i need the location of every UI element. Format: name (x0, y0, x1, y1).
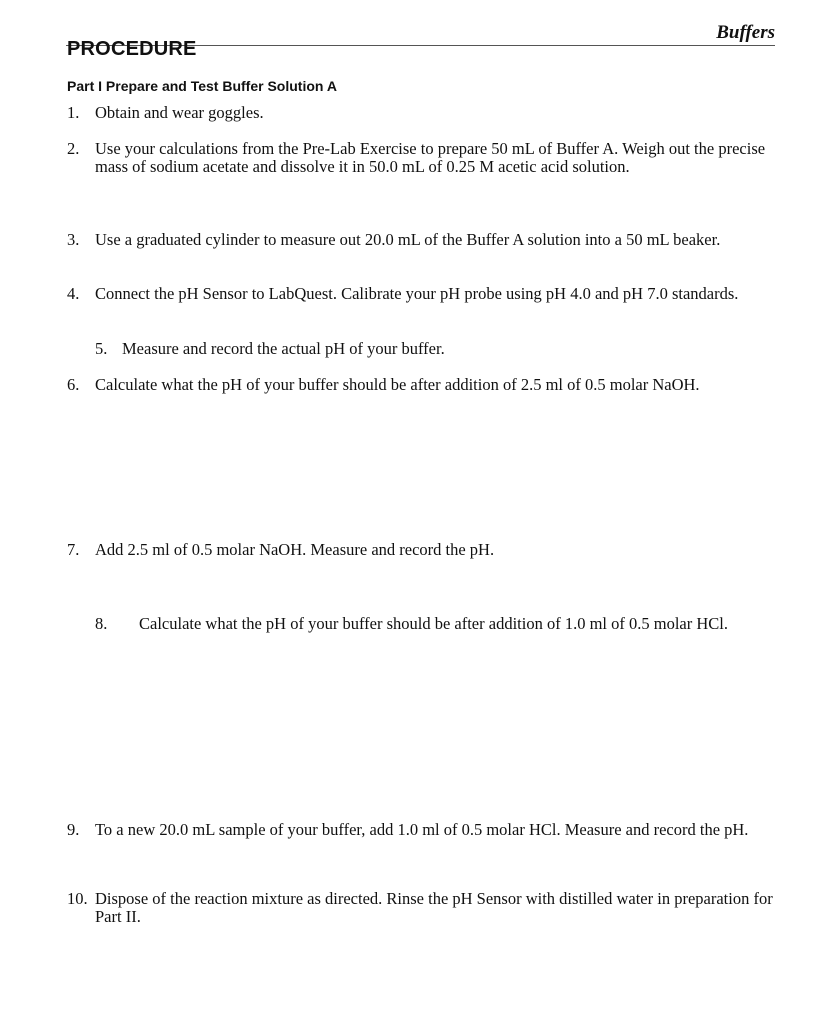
part-heading: Part I Prepare and Test Buffer Solution A (67, 78, 337, 94)
step-10 (67, 890, 777, 926)
page-header-title: Buffers (716, 22, 775, 43)
step-number: 3. (67, 230, 80, 249)
step-number: 5. (95, 339, 108, 358)
step-text: Use your calculations from the Pre-Lab Exercise to prepare 50 mL of Buffer A. Weigh out the precise mass of sodium acetate and dissolve it in 50.0 mL of 0.25 M acetic acid solution. (95, 139, 766, 176)
step-8 (95, 615, 775, 633)
step-1 (67, 104, 777, 122)
step-2 (67, 140, 777, 176)
step-number: 7. (67, 540, 80, 559)
step-number: 6. (67, 375, 80, 394)
step-9 (67, 821, 777, 839)
step-number: 4. (67, 284, 80, 303)
step-text: Calculate what the pH of your buffer should be after addition of 2.5 ml of 0.5 molar NaOH. (95, 375, 700, 394)
step-number: 1. (67, 103, 80, 122)
step-text: Connect the pH Sensor to LabQuest. Calibrate your pH probe using pH 4.0 and pH 7.0 standards. (95, 284, 739, 303)
step-number: 8. (95, 614, 108, 633)
step-text: Obtain and wear goggles. (95, 103, 264, 122)
step-7 (67, 541, 777, 559)
section-heading: PROCEDURE (67, 38, 197, 60)
step-6 (67, 376, 777, 394)
step-3 (67, 231, 777, 249)
step-text: Dispose of the reaction mixture as directed. Rinse the pH Sensor with distilled water in preparation for Part II. (95, 889, 773, 926)
step-text: Calculate what the pH of your buffer should be after addition of 1.0 ml of 0.5 molar HCl. (139, 614, 728, 633)
step-number: 9. (67, 820, 80, 839)
step-number: 2. (67, 139, 80, 158)
step-number: 10. (67, 889, 88, 908)
step-text: Add 2.5 ml of 0.5 molar NaOH. Measure and record the pH. (95, 540, 495, 559)
step-text: Measure and record the actual pH of your buffer. (122, 339, 445, 358)
step-text: Use a graduated cylinder to measure out 20.0 mL of the Buffer A solution into a 50 mL beaker. (95, 230, 721, 249)
step-5 (95, 340, 775, 358)
step-text: To a new 20.0 mL sample of your buffer, add 1.0 ml of 0.5 molar HCl. Measure and record the pH. (95, 820, 749, 839)
step-4 (67, 285, 777, 303)
